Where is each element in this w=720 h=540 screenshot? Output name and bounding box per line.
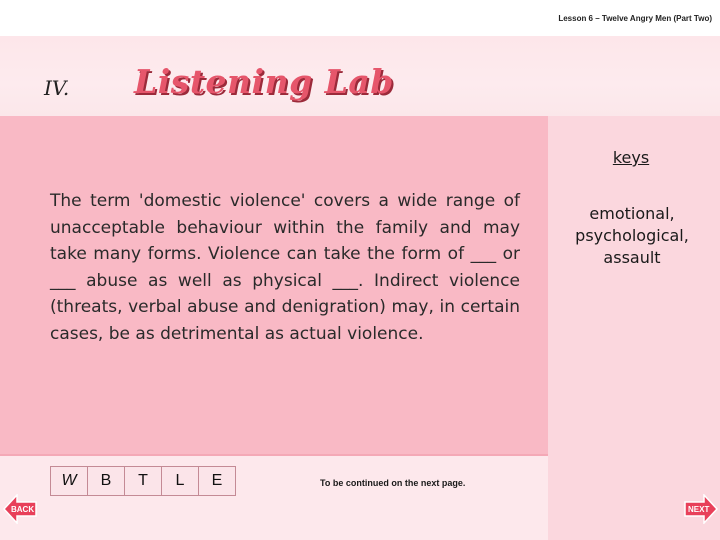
lesson-title: Lesson 6 – Twelve Angry Men (Part Two) xyxy=(558,14,712,23)
keys-answer xyxy=(560,203,704,269)
continued-note: To be continued on the next page. xyxy=(320,478,466,488)
keys-label[interactable]: keys xyxy=(612,148,650,167)
next-label: NEXT xyxy=(688,505,710,514)
keys-answer-line: psychological, xyxy=(575,226,689,245)
back-label: BACK xyxy=(11,505,35,514)
section-numeral: IV. xyxy=(44,76,70,100)
letter-nav-bar xyxy=(50,466,236,496)
next-button[interactable] xyxy=(684,494,718,524)
letter-button-t[interactable]: T xyxy=(125,466,162,496)
keys-answer-line: assault xyxy=(603,248,661,267)
letter-button-b[interactable]: B xyxy=(88,466,125,496)
letter-button-e[interactable]: E xyxy=(199,466,236,496)
back-button[interactable] xyxy=(3,494,37,524)
letter-button-w[interactable]: W xyxy=(50,466,88,496)
keys-panel xyxy=(548,116,720,540)
letter-button-l[interactable]: L xyxy=(162,466,199,496)
section-title: Listening Lab xyxy=(134,62,394,101)
keys-answer-line: emotional, xyxy=(589,204,675,223)
passage-text: The term 'domestic violence' covers a wide range of unacceptable behaviour within the family and may take many forms. Violence can take the form of ___ or ___ abuse as well as physical ___. Indirect violence (threats, verbal abuse and denigration) may, in certain cases, be as detrimental as actual violence. xyxy=(50,191,520,344)
